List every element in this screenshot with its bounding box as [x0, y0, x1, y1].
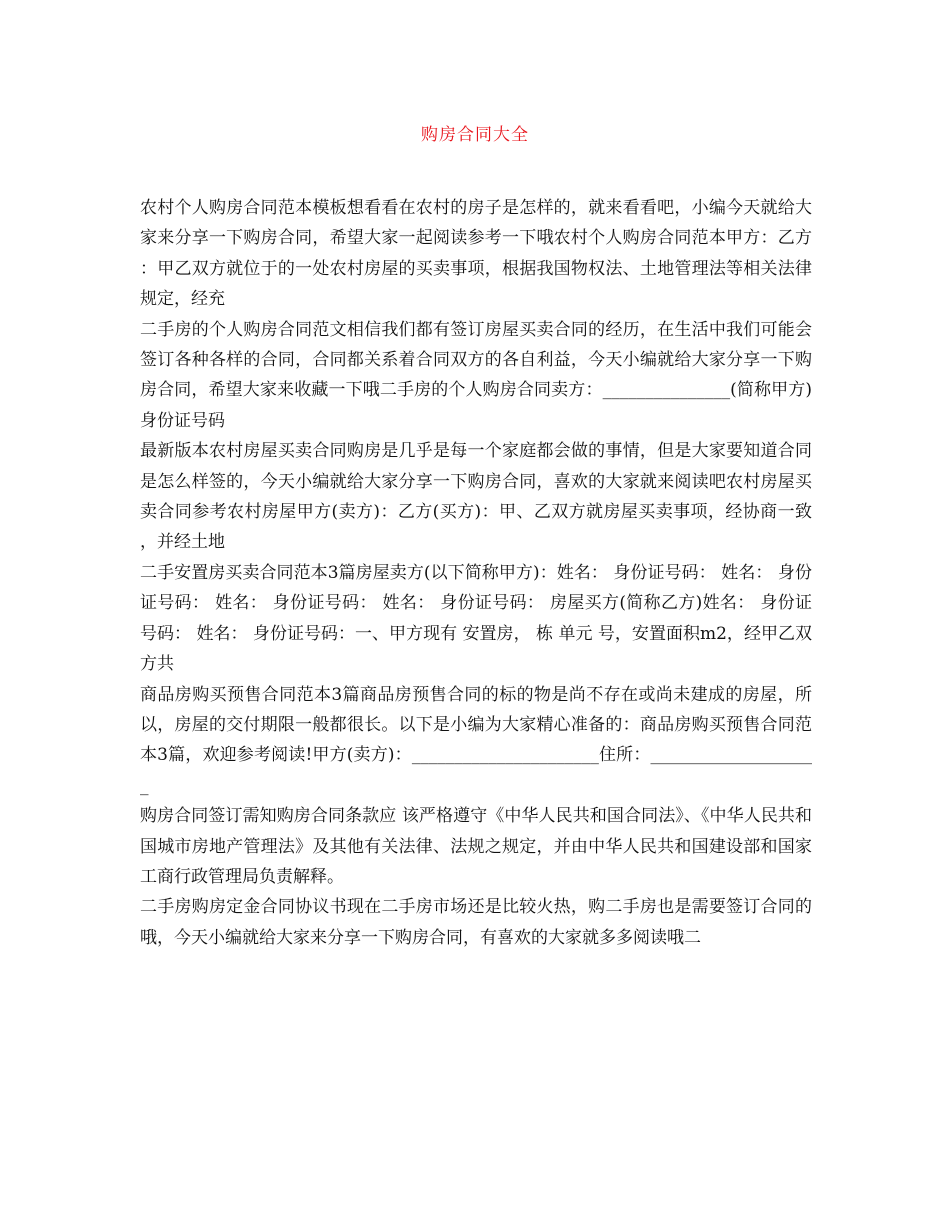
paragraph-deposit-contract: 二手房购房定金合同协议书现在二手房市场还是比较火热，购二手房也是需要签订合同的哦，今天小编就给大家来分享一下购房合同，有喜欢的大家就多多阅读哦二	[140, 897, 812, 948]
paragraph-second-hand-contract: 二手房的个人购房合同范文相信我们都有签订房屋买卖合同的经历，在生活中我们可能会签订各种各样的合同，合同都关系着合同双方的各自利益，今天小编就给大家分享一下购房合同，希望大家来收藏一下哦二手房的个人购房合同卖方：_______________(简称甲方)身份证号码	[140, 319, 812, 431]
paragraph-presale-contract: 商品房购买预售合同范本3篇商品房预售合同的标的物是尚不存在或尚未建成的房屋，所以，房屋的交付期限一般都很长。以下是小编为大家精心准备的：商品房购买预售合同范本3篇，欢迎参考阅读!甲方(卖方)：______________________住所：____________________	[140, 684, 812, 796]
paragraph-rural-sale-contract: 最新版本农村房屋买卖合同购房是几乎是每一个家庭都会做的事情，但是大家要知道合同是怎么样签的，今天小编就给大家分享一下购房合同，喜欢的大家就来阅读吧农村房屋买卖合同参考农村房屋甲方(卖方)：乙方(买方)：甲、乙双方就房屋买卖事项，经协商一致，并经土地	[140, 441, 812, 553]
document-title: 购房合同大全	[421, 125, 529, 145]
document-body	[140, 193, 812, 953]
paragraph-rural-contract: 农村个人购房合同范本模板想看看在农村的房子是怎样的，就来看看吧，小编今天就给大家来分享一下购房合同，希望大家一起阅读参考一下哦农村个人购房合同范本甲方：乙方：甲乙双方就位于的一处农村房屋的买卖事项，根据我国物权法、土地管理法等相关法律规定，经充	[140, 198, 812, 310]
paragraph-resettlement-contract: 二手安置房买卖合同范本3篇房屋卖方(以下简称甲方)：姓名： 身份证号码： 姓名： 身份证号码： 姓名： 身份证号码： 姓名： 身份证号码： 房屋买方(简称乙方)姓名： 身份证号码： 姓名： 身份证号码：一、甲方现有 安置房， 栋 单元 号，安置面积m2，经甲乙双方共	[140, 562, 812, 675]
paragraph-contract-notice: 购房合同签订需知购房合同条款应 该严格遵守《中华人民共和国合同法》、《中华人民共和国城市房地产管理法》及其他有关法律、法规之规定，并由中华人民共和国建设部和国家工商行政管理局负责解释。	[140, 806, 812, 887]
